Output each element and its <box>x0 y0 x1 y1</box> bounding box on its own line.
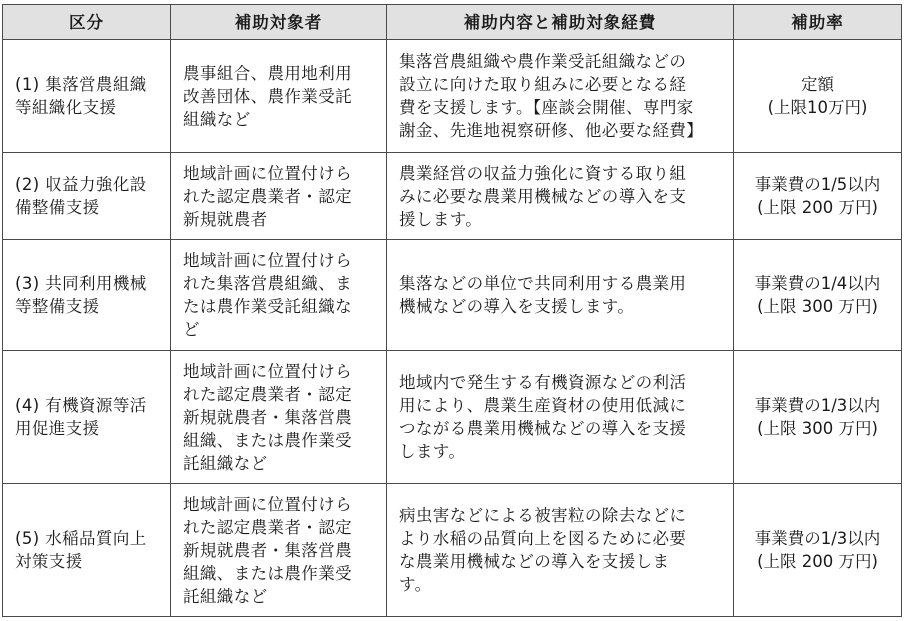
row-category-cell <box>3 240 171 351</box>
row-content-line: す。 <box>399 575 432 594</box>
table-row <box>3 153 902 240</box>
row-category-line: 等組織化支援 <box>15 98 117 117</box>
row-category-line: (4) 有機資源等活 <box>15 396 147 415</box>
row-category-cell <box>3 484 171 617</box>
row-eligible-line: 組織、または農作業受 <box>183 563 352 583</box>
row-content-line: 機械などの導入を支援します。 <box>399 297 635 316</box>
header-rate: 補助率 <box>734 5 902 40</box>
row-eligible-line: 農事組合、農用地利用 <box>183 63 352 83</box>
row-content-line: 集落などの単位で共同利用する農業用 <box>399 274 687 293</box>
row-content-line: 謝金、先進地視察研修、他必要な経費】 <box>399 121 704 140</box>
subsidy-table <box>2 4 902 617</box>
row-category-line: 用促進支援 <box>15 419 100 438</box>
row-category-line: (2) 収益力強化設 <box>15 175 147 194</box>
row-content-cell <box>387 484 734 617</box>
header-category: 区分 <box>3 5 171 40</box>
row-category-line: (3) 共同利用機械 <box>15 274 147 293</box>
row-eligible-line: 新規就農者・集落営農 <box>183 540 352 560</box>
row-category-cell <box>3 153 171 240</box>
row-rate-limit: (上限 300 万円) <box>757 297 878 316</box>
row-content-line: 集落営農組織や農作業受託組織などの <box>399 52 687 71</box>
row-content-line: 病虫害などによる被害粒の除去などに <box>399 506 687 525</box>
row-content-line: 地域内で発生する有機資源などの利活 <box>399 373 687 392</box>
row-category-line: (1) 集落営農組織 <box>15 75 147 94</box>
row-eligible-line: れた認定農業者・認定 <box>183 517 352 537</box>
row-rate-limit: (上限 200 万円) <box>757 552 878 571</box>
row-eligible-line: れた認定農業者・認定 <box>183 186 352 206</box>
header-row <box>3 5 902 40</box>
row-rate-cell <box>734 153 902 240</box>
row-content-line: 農業経営の収益力強化に資する取り組 <box>399 163 687 183</box>
row-rate-line: 事業費の1/4以内 <box>754 274 881 293</box>
row-category-cell <box>3 40 171 153</box>
row-rate-cell <box>734 240 902 351</box>
row-content-line: な農業用機械などの導入を支援しま <box>399 552 670 571</box>
row-eligible-line: 託組織など <box>183 453 268 473</box>
row-eligible-line: 地域計画に位置付けら <box>183 361 352 381</box>
row-rate-limit: (上限10万円) <box>767 98 868 117</box>
row-eligible-line: 新規就農者 <box>183 209 268 229</box>
row-rate-cell <box>734 484 902 617</box>
row-category-line: 対策支援 <box>15 552 83 571</box>
row-content-cell <box>387 153 734 240</box>
row-eligible-cell <box>171 153 387 240</box>
row-content-cell <box>387 240 734 351</box>
header-eligible: 補助対象者 <box>171 5 387 40</box>
row-rate-line: 事業費の1/3以内 <box>754 529 881 548</box>
row-eligible-line: 新規就農者・集落営農 <box>183 407 352 427</box>
row-content-cell <box>387 351 734 484</box>
row-eligible-line: 託組織など <box>183 586 268 606</box>
row-rate-cell <box>734 351 902 484</box>
table-row <box>3 40 902 153</box>
row-content-cell <box>387 40 734 153</box>
row-eligible-cell <box>171 351 387 484</box>
header-content: 補助内容と補助対象経費 <box>387 5 734 40</box>
row-rate-limit: (上限 300 万円) <box>757 419 878 438</box>
row-eligible-line: 組織など <box>183 109 251 129</box>
row-eligible-line: 地域計画に位置付けら <box>183 163 352 183</box>
row-eligible-line: 組織、または農作業受 <box>183 430 352 450</box>
row-eligible-line: れた認定農業者・認定 <box>183 384 352 404</box>
table-row <box>3 351 902 484</box>
row-category-line: 等整備支援 <box>15 297 100 316</box>
row-rate-cell <box>734 40 902 153</box>
table-row <box>3 484 902 617</box>
row-eligible-line: れた集落営農組織、ま <box>183 274 352 293</box>
row-eligible-cell <box>171 40 387 153</box>
row-content-line: より水稲の品質向上を図るために必要 <box>399 529 687 548</box>
row-eligible-line: 地域計画に位置付けら <box>183 494 352 514</box>
row-content-line: つながる農業用機械などの導入を支援 <box>399 419 687 438</box>
row-content-line: 用により、農業生産資材の使用低減に <box>399 396 687 415</box>
row-rate-line: 事業費の1/5以内 <box>754 175 881 194</box>
row-eligible-cell <box>171 240 387 351</box>
row-category-line: 備整備支援 <box>15 198 100 217</box>
row-rate-line: 事業費の1/3以内 <box>754 396 881 415</box>
row-content-line: 援します。 <box>399 209 483 229</box>
row-category-cell <box>3 351 171 484</box>
row-category-line: (5) 水稲品質向上 <box>15 529 147 548</box>
row-eligible-line: ど <box>183 320 200 339</box>
row-eligible-line: 改善団体、農作業受託 <box>183 86 352 106</box>
row-content-line: します。 <box>399 442 466 461</box>
row-content-line: みに必要な農業用機械などの導入を支 <box>399 186 687 206</box>
table-row <box>3 240 902 351</box>
row-eligible-cell <box>171 484 387 617</box>
row-eligible-line: たは農作業受託組織な <box>183 297 352 316</box>
row-rate-limit: (上限 200 万円) <box>757 198 878 217</box>
row-rate-line: 定額 <box>801 75 834 94</box>
row-eligible-line: 地域計画に位置付けら <box>183 251 352 270</box>
row-content-line: 設立に向けた取り組みに必要となる経 <box>399 75 687 94</box>
row-content-line: 費を支援します。【座談会開催、専門家 <box>399 98 694 117</box>
